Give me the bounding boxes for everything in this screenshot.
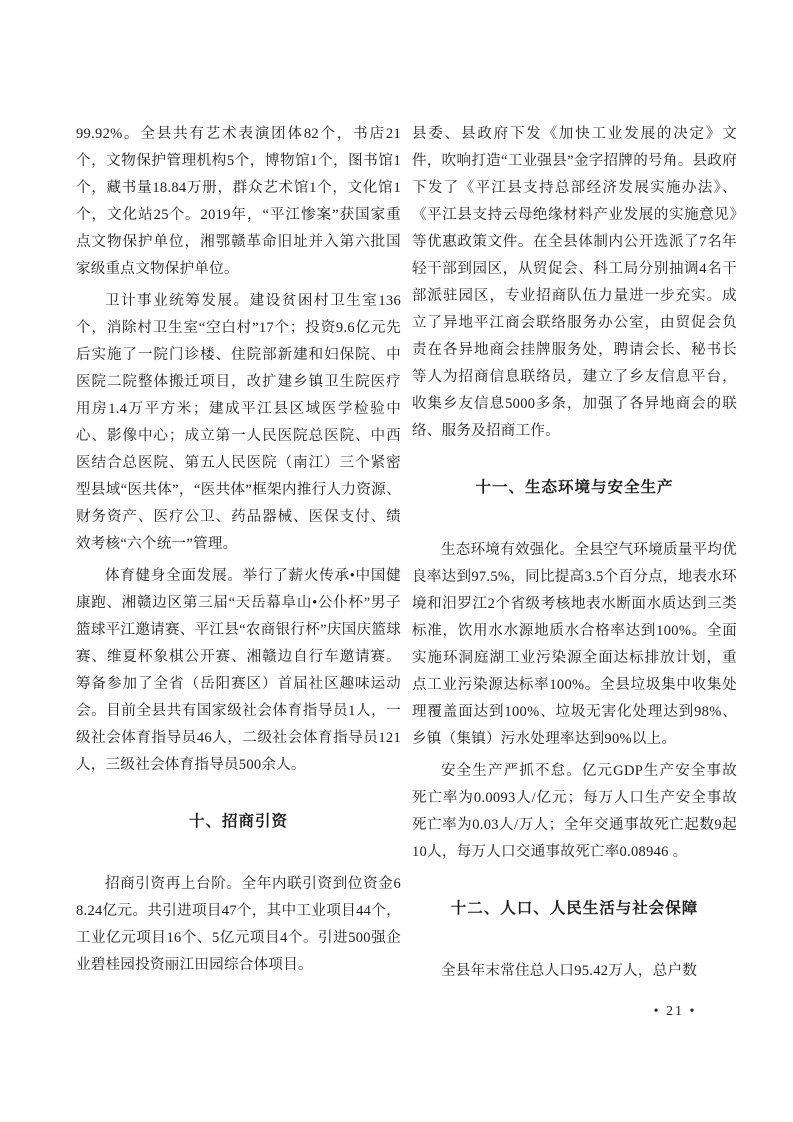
two-column-text-area: [76, 121, 738, 990]
right-column: [412, 121, 737, 990]
section-heading-environment-safety: 十一、生态环境与安全生产: [475, 479, 674, 496]
paragraph-industry-policy: 县委、县政府下发《加快工业发展的决定》文件，吹响打造“工业强县”金字招牌的号角。县政府下发了《平江县支持总部经济发展实施办法》、《平江县支持云母绝缘材料产业发展的实施意见》等优惠政策文件。在全县体制内公开选派了7名年轻干部到园区，从贸促会、科工局分别抽调4名干部派驻园区，专业招商队伍力量进一步充实。成立了异地平江商会联络服务办公室，由贸促会负责在各异地商会挂牌服务处，聘请会长、秘书长等人为招商信息联络员，建立了乡友信息平台，收集乡友信息5000多条，加强了各异地商会的联络、服务及招商工作。: [412, 126, 737, 439]
paragraph-safety-production: 安全生产严抓不怠。亿元GDP生产安全事故死亡率为0.0093人/亿元；每万人口生产安全事故死亡率为0.03人/万人；全年交通事故死亡起数9起10人，每万人口交通事故死亡率0.08946 。: [412, 763, 737, 860]
paragraph-health-development: 卫计事业统筹发展。建设贫困村卫生室136个，消除村卫生室“空白村”17个；投资9.6亿元先后实施了一院门诊楼、住院部新建和妇保院、中医院二院整体搬迁项目，改扩建乡镇卫生院医疗用房1.4万平方米；建成平江县区域医学检验中心、影像中心；成立第一人民医院总医院、中西医结合总医院、第五人民医院（南江）三个紧密型县域“医共体”，“医共体”框架内推行人力资源、财务资产、医疗公卫、药品器械、医保支付、绩效考核“六个统一”管理。: [76, 293, 401, 552]
section-heading-investment: 十、招商引资: [188, 813, 288, 830]
paragraph-investment-results: 招商引资再上台阶。全年内联引资到位资金68.24亿元。共引进项目47个，其中工业项目44个，工业亿元项目16个、5亿元项目4个。引进500强企业碧桂园投资丽江田园综合体项目。: [76, 876, 401, 973]
left-column: [76, 121, 401, 990]
paragraph-sports-development: 体育健身全面发展。举行了薪火传承•中国健康跑、湘赣边区第三届“天岳幕阜山•公仆杯”男子篮球平江邀请赛、平江县“农商银行杯”庆国庆篮球赛、维夏杯象棋公开赛、湘赣边自行车邀请赛。筹备参加了全省（岳阳赛区）首届社区趣味运动会。目前全县共有国家级社会体育指导员1人，一级社会体育指导员46人，二级社会体育指导员121人，三级社会体育指导员500余人。: [76, 568, 401, 773]
paragraph-culture-statistics: 99.92%。全县共有艺术表演团体82个，书店21个，文物保护管理机构5个，博物馆1个，图书馆1个，藏书量18.84万册，群众艺术馆1个，文化馆1个，文化站25个。2019年，“平江惨案”获国家重点文物保护单位，湘鄂赣革命旧址并入第六批国家级重点文物保护单位。: [76, 126, 401, 277]
section-heading-population-welfare: 十二、人口、人民生活与社会保障: [450, 900, 699, 917]
paragraph-ecological-environment: 生态环境有效强化。全县空气环境质量平均优良率达到97.5%，同比提高3.5个百分点，地表水环境和汨罗江2个省级考核地表水断面水质达到三类标准，饮用水水源地质水合格率达到100%。全面实施环洞庭湖工业污染源全面达标排放计划，重点工业污染源达标率100%。全县垃圾集中收集处理覆盖面达到100%、垃圾无害化处理达到98%、乡镇（集镇）污水处理率达到90%以上。: [412, 542, 737, 747]
paragraph-population-start: 全县年末常住总人口95.42万人，总户数: [441, 963, 698, 979]
page-number: • 21 •: [653, 1004, 697, 1019]
